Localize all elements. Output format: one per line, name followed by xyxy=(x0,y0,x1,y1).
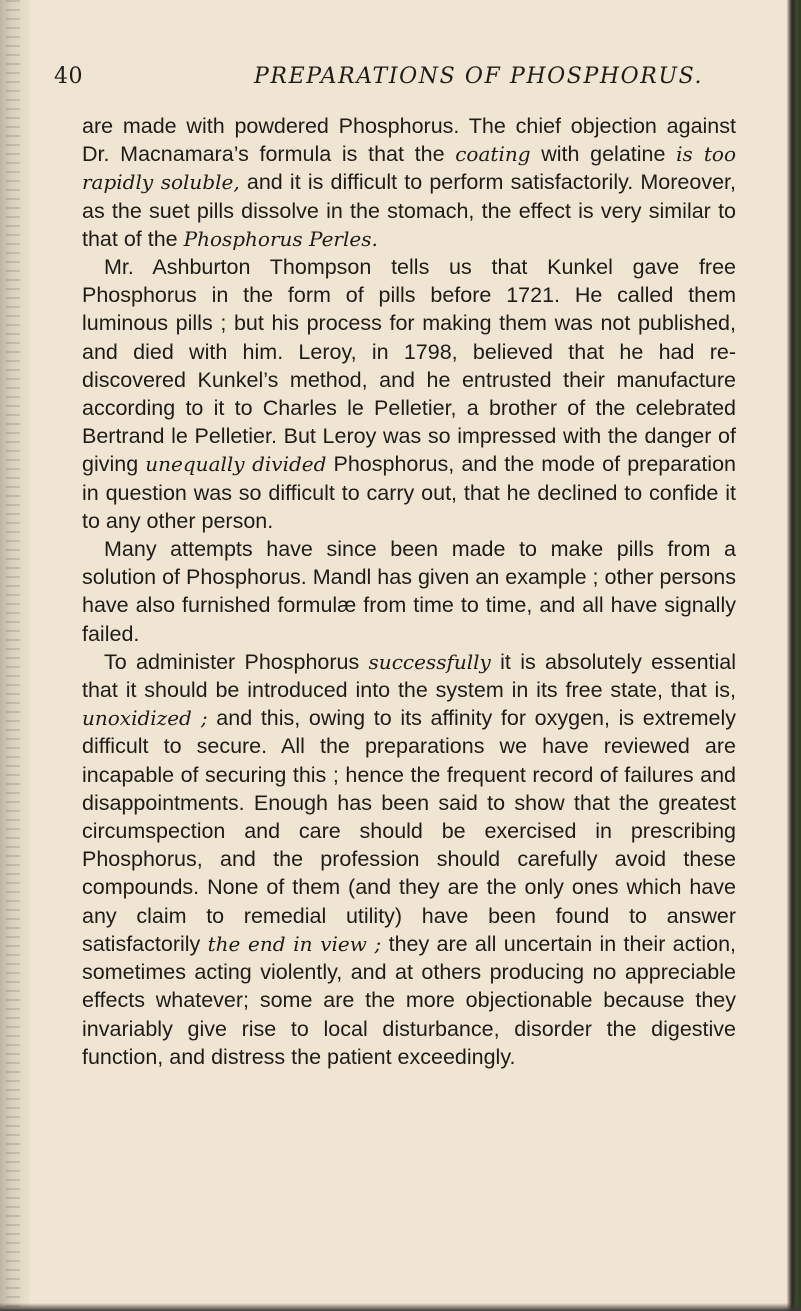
paragraph xyxy=(82,648,736,1071)
page-edge-right xyxy=(787,0,801,1311)
italic-phrase: unoxidized ; xyxy=(82,706,208,731)
text-run: and it is difficult to perform satisfactorily. Moreover, as the suet pills dissolve in the stomach, the effect is very similar to that of the xyxy=(82,170,736,251)
italic-phrase: is too rapidly soluble, xyxy=(82,142,737,195)
text-run: they are all uncertain in their action, sometimes acting violently, and at others producing no appreciable effects whatever; some are the more objectionable because they invariably give rise to local disturbance, disorder the digestive function, and distress the patient exceedingly. xyxy=(82,931,736,1069)
text-run: and this, owing to its affinity for oxygen, is extremely difficult to secure. All the preparations we have reviewed are incapable of securing this ; hence the frequent record of failures and disappointments. Enough has been said to show that the greatest circumspection and care should be exercised in prescribing Phosphorus, and the profession should carefully avoid these compounds. None of them (and they are the only ones which have any claim to remedial utility) have been found to answer satisfactorily xyxy=(82,706,736,956)
italic-phrase: unequally divided xyxy=(145,452,327,477)
text-run: Phosphorus, and the mode of preparation in question was so difficult to carry out, that he declined to confide it to any other person. xyxy=(82,452,736,533)
page-number: 40 xyxy=(54,64,83,89)
text-run: To administer Phosphorus xyxy=(104,649,369,674)
text-run: Mr. Ashburton Thompson tells us that Kunkel gave free Phosphorus in the form of pills before 1721. He called them luminous pills ; but his process for making them was not published, and died with him. Leroy, in 1798, believed that he had re-discovered Kunkel’s method, and he entrusted their manufacture according to it to Charles le Pelletier, a brother of the celebrated Bertrand le Pelletier. But Leroy was so impressed with the danger of giving xyxy=(82,255,736,477)
paragraph xyxy=(82,535,736,648)
binding-edge-left xyxy=(0,0,30,1311)
running-head: PREPARATIONS OF PHOSPHORUS. xyxy=(254,64,704,89)
text-run: it is absolutely essential that it should be introduced into the system in its free state, that is, xyxy=(82,649,737,703)
text-run: Many attempts have since been made to make pills from a solution of Phosphorus. Mandl has given an example ; other persons have also furnished formulæ from time to time, and all have signally failed. xyxy=(82,537,736,646)
text-run: with gelatine xyxy=(530,142,677,167)
text-run: are made with powdered Phosphorus. The chief objection against Dr. Macnamara’s formula is that the xyxy=(82,114,736,167)
page-header xyxy=(54,64,754,100)
italic-phrase: the end in view ; xyxy=(207,931,382,956)
paragraph xyxy=(82,253,736,535)
italic-phrase: Phosphorus Perles. xyxy=(183,226,378,251)
body-text xyxy=(82,112,736,1071)
italic-phrase: successfully xyxy=(368,649,491,674)
italic-phrase: coating xyxy=(455,142,531,167)
paragraph xyxy=(82,112,736,253)
page-edge-bottom xyxy=(0,1303,801,1311)
